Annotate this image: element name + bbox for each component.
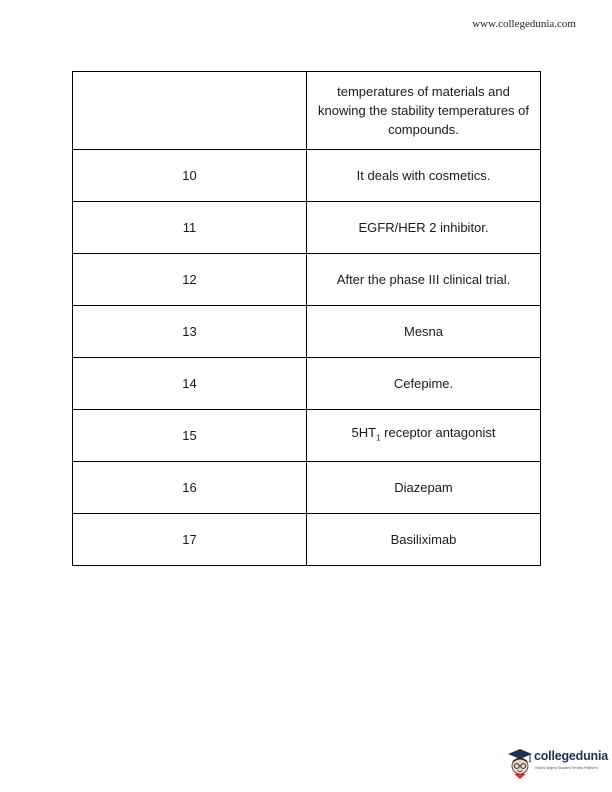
question-number-cell: 17 <box>73 514 307 566</box>
graduate-mascot-icon <box>506 746 534 780</box>
question-number-cell: 10 <box>73 150 307 202</box>
table-row <box>73 202 541 254</box>
answer-main-text: 5HT <box>351 425 377 441</box>
question-number-cell: 13 <box>73 306 307 358</box>
logo-wordmark: collegedunia <box>534 749 609 763</box>
answer-cell: Cefepime. <box>307 358 541 410</box>
question-number-cell: 12 <box>73 254 307 306</box>
table-row <box>73 462 541 514</box>
table-row <box>73 410 541 462</box>
answer-subscript: 1 <box>376 433 381 443</box>
question-number-cell: 11 <box>73 202 307 254</box>
answer-cell: Diazepam <box>307 462 541 514</box>
answer-cell: Mesna <box>307 306 541 358</box>
question-number-cell: 16 <box>73 462 307 514</box>
table-row <box>73 306 541 358</box>
question-number-cell <box>73 72 307 150</box>
answer-cell: temperatures of materials and knowing the stability temperatures of compounds. <box>307 72 541 150</box>
answer-cell <box>307 410 541 462</box>
question-number-cell: 14 <box>73 358 307 410</box>
answer-cell: After the phase III clinical trial. <box>307 254 541 306</box>
table-row <box>73 150 541 202</box>
site-url: www.collegedunia.com <box>472 18 576 30</box>
table-row <box>73 72 541 150</box>
collegedunia-logo <box>506 746 608 782</box>
answer-cell: EGFR/HER 2 inhibitor. <box>307 202 541 254</box>
table-row <box>73 514 541 566</box>
table-row <box>73 254 541 306</box>
answer-cell: Basiliximab <box>307 514 541 566</box>
table-row <box>73 358 541 410</box>
question-number-cell: 15 <box>73 410 307 462</box>
answer-table <box>72 71 541 566</box>
answer-suffix-text: receptor antagonist <box>380 425 496 441</box>
answer-cell: It deals with cosmetics. <box>307 150 541 202</box>
logo-tagline: India's largest Student Review Platform <box>535 766 598 770</box>
